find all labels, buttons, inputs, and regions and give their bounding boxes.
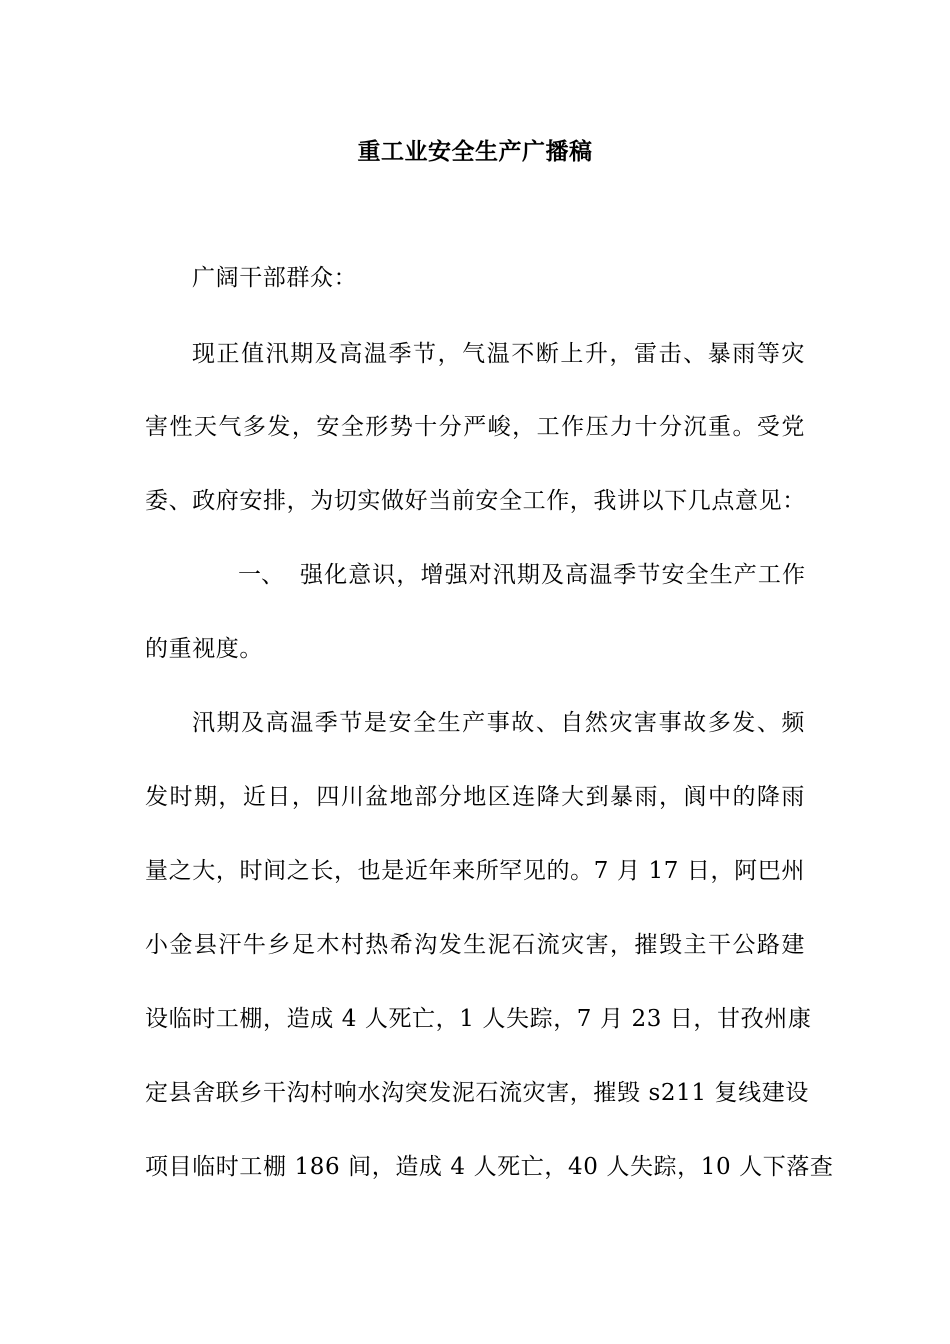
paragraph-line: 项目临时工棚 186 间，造成 4 人死亡，40 人失踪，10 人下落查 bbox=[145, 1154, 834, 1180]
paragraph-line: 小金县汗牛乡足木村热希沟发生泥石流灾害，摧毁主干公路建 bbox=[145, 932, 805, 958]
paragraph-line: 定县舍联乡干沟村响水沟突发泥石流灾害，摧毁 s211 复线建设 bbox=[145, 1080, 809, 1106]
paragraph-line: 发时期，近日，四川盆地部分地区连降大到暴雨，阆中的降雨 bbox=[145, 784, 805, 810]
salutation: 广阔干部群众： bbox=[192, 265, 358, 291]
paragraph-line: 委、政府安排，为切实做好当前安全工作，我讲以下几点意见： bbox=[145, 488, 806, 514]
paragraph-line: 量之大，时间之长，也是近年来所罕见的。7 月 17 日，阿巴州 bbox=[145, 858, 805, 884]
section-heading-continued: 的重视度。 bbox=[145, 636, 263, 662]
paragraph-line: 现正值汛期及高温季节，气温不断上升，雷击、暴雨等灾 bbox=[192, 341, 805, 367]
section-number: 一、 bbox=[238, 562, 284, 588]
section-heading: 强化意识，增强对汛期及高温季节安全生产工作 bbox=[300, 562, 805, 588]
paragraph-line: 设临时工棚，造成 4 人死亡，1 人失踪，7 月 23 日，甘孜州康 bbox=[145, 1006, 812, 1032]
paragraph-line: 害性天气多发，安全形势十分严峻，工作压力十分沉重。受党 bbox=[145, 414, 805, 440]
document-title: 重工业安全生产广播稿 bbox=[357, 138, 593, 165]
paragraph-line: 汛期及高温季节是安全生产事故、自然灾害事故多发、频 bbox=[192, 710, 805, 736]
